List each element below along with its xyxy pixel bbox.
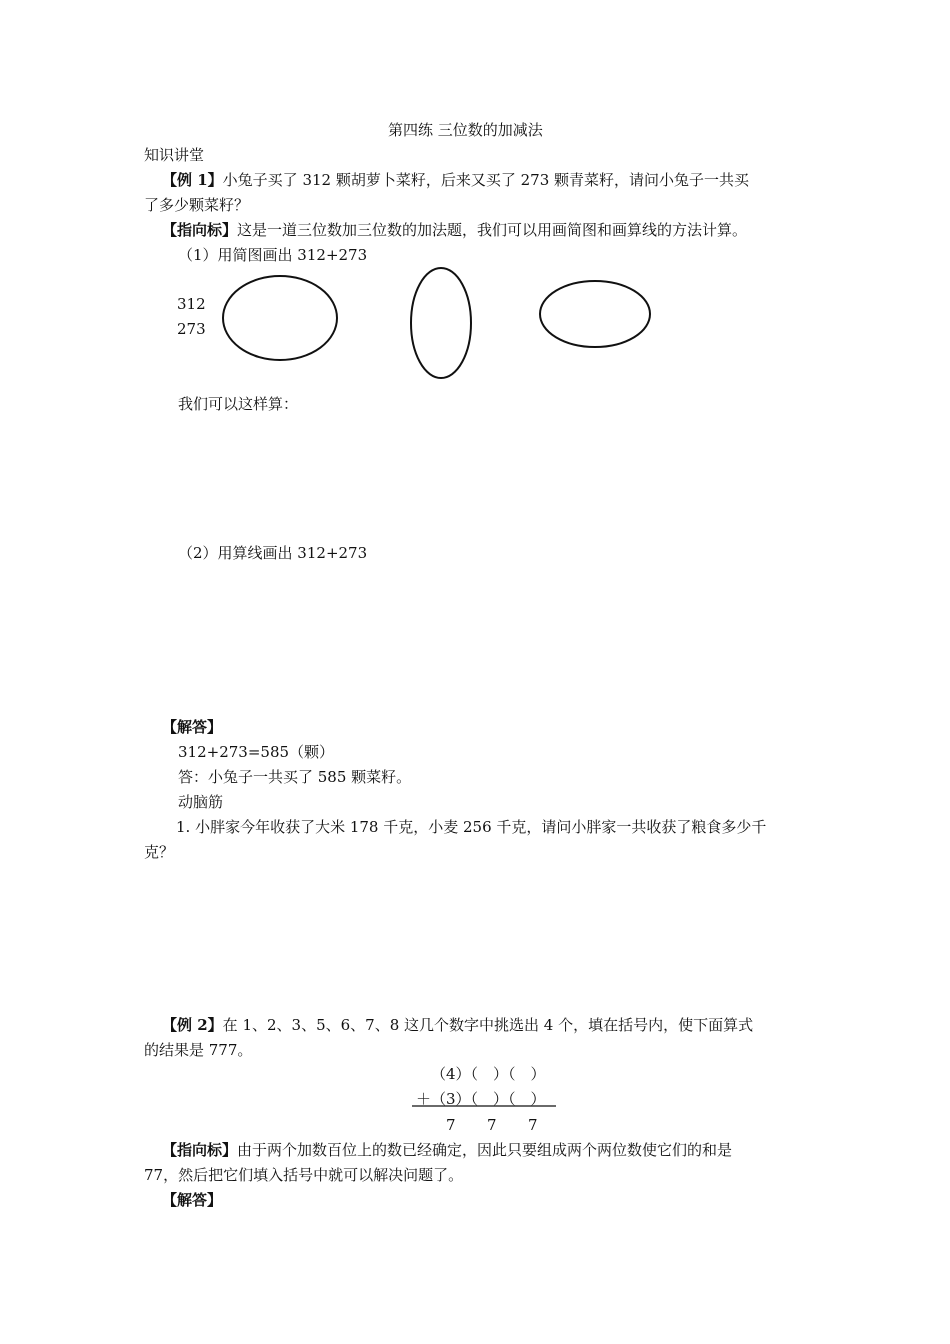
guide2-tag: 【指向标】 bbox=[162, 1141, 238, 1159]
page-title: 第四练 三位数的加减法 bbox=[388, 121, 543, 139]
guide1-tag: 【指向标】 bbox=[162, 221, 238, 239]
step1-label: （1）用简图画出 312+273 bbox=[178, 246, 368, 264]
oval-3 bbox=[540, 281, 650, 347]
answer1-equation: 312+273=585（颗） bbox=[178, 743, 335, 761]
example1-text: 小兔子买了 312 颗胡萝卜菜籽，后来又买了 273 颗青菜籽，请问小兔子一共买 bbox=[222, 171, 750, 189]
example1-tag: 【例 1】 bbox=[162, 171, 223, 189]
answer2-tag: 【解答】 bbox=[162, 1191, 223, 1209]
vertical-calc-result-ones: 7 bbox=[528, 1116, 538, 1134]
problem1-line2: 克？ bbox=[144, 843, 175, 861]
section-knowledge: 知识讲堂 bbox=[144, 146, 205, 164]
answer1-text: 答：小兔子一共买了 585 颗菜籽。 bbox=[178, 768, 412, 786]
guide2-line2: 77，然后把它们填入括号中就可以解决问题了。 bbox=[144, 1166, 464, 1184]
example2-text: 在 1、2、3、5、6、7、8 这几个数字中挑选出 4 个，填在括号内，使下面算式 bbox=[222, 1016, 754, 1034]
example2-line2: 的结果是 777。 bbox=[144, 1041, 253, 1059]
problem1-line1: 1. 小胖家今年收获了大米 178 千克，小麦 256 千克，请问小胖家一共收获了粮食多少千 bbox=[176, 818, 767, 836]
vertical-calc-row2: ＋（3）（ ）（ ） bbox=[416, 1090, 546, 1108]
step2-label: （2）用算线画出 312+273 bbox=[178, 544, 368, 562]
diagram-num2: 273 bbox=[177, 320, 206, 338]
diagram-num1: 312 bbox=[177, 295, 206, 313]
calc-label: 我们可以这样算： bbox=[178, 395, 299, 413]
example1-line2: 了多少颗菜籽？ bbox=[144, 196, 250, 214]
guide2-text: 由于两个加数百位上的数已经确定，因此只要组成两个两位数使它们的和是 bbox=[237, 1141, 733, 1159]
example2-tag: 【例 2】 bbox=[162, 1016, 223, 1034]
oval-1 bbox=[223, 276, 337, 360]
oval-2 bbox=[411, 268, 471, 378]
guide2-line1 bbox=[162, 1140, 732, 1160]
vertical-calc-result-tens: 7 bbox=[487, 1116, 497, 1134]
answer1-tag: 【解答】 bbox=[162, 718, 223, 736]
example2-line1 bbox=[162, 1015, 753, 1035]
vertical-calc-result-hundreds: 7 bbox=[446, 1116, 456, 1134]
vertical-calc-row1: （4）（ ）（ ） bbox=[431, 1065, 546, 1083]
section-brain: 动脑筋 bbox=[178, 793, 224, 811]
guide1-text: 这是一道三位数加三位数的加法题，我们可以用画简图和画算线的方法计算。 bbox=[237, 221, 748, 239]
